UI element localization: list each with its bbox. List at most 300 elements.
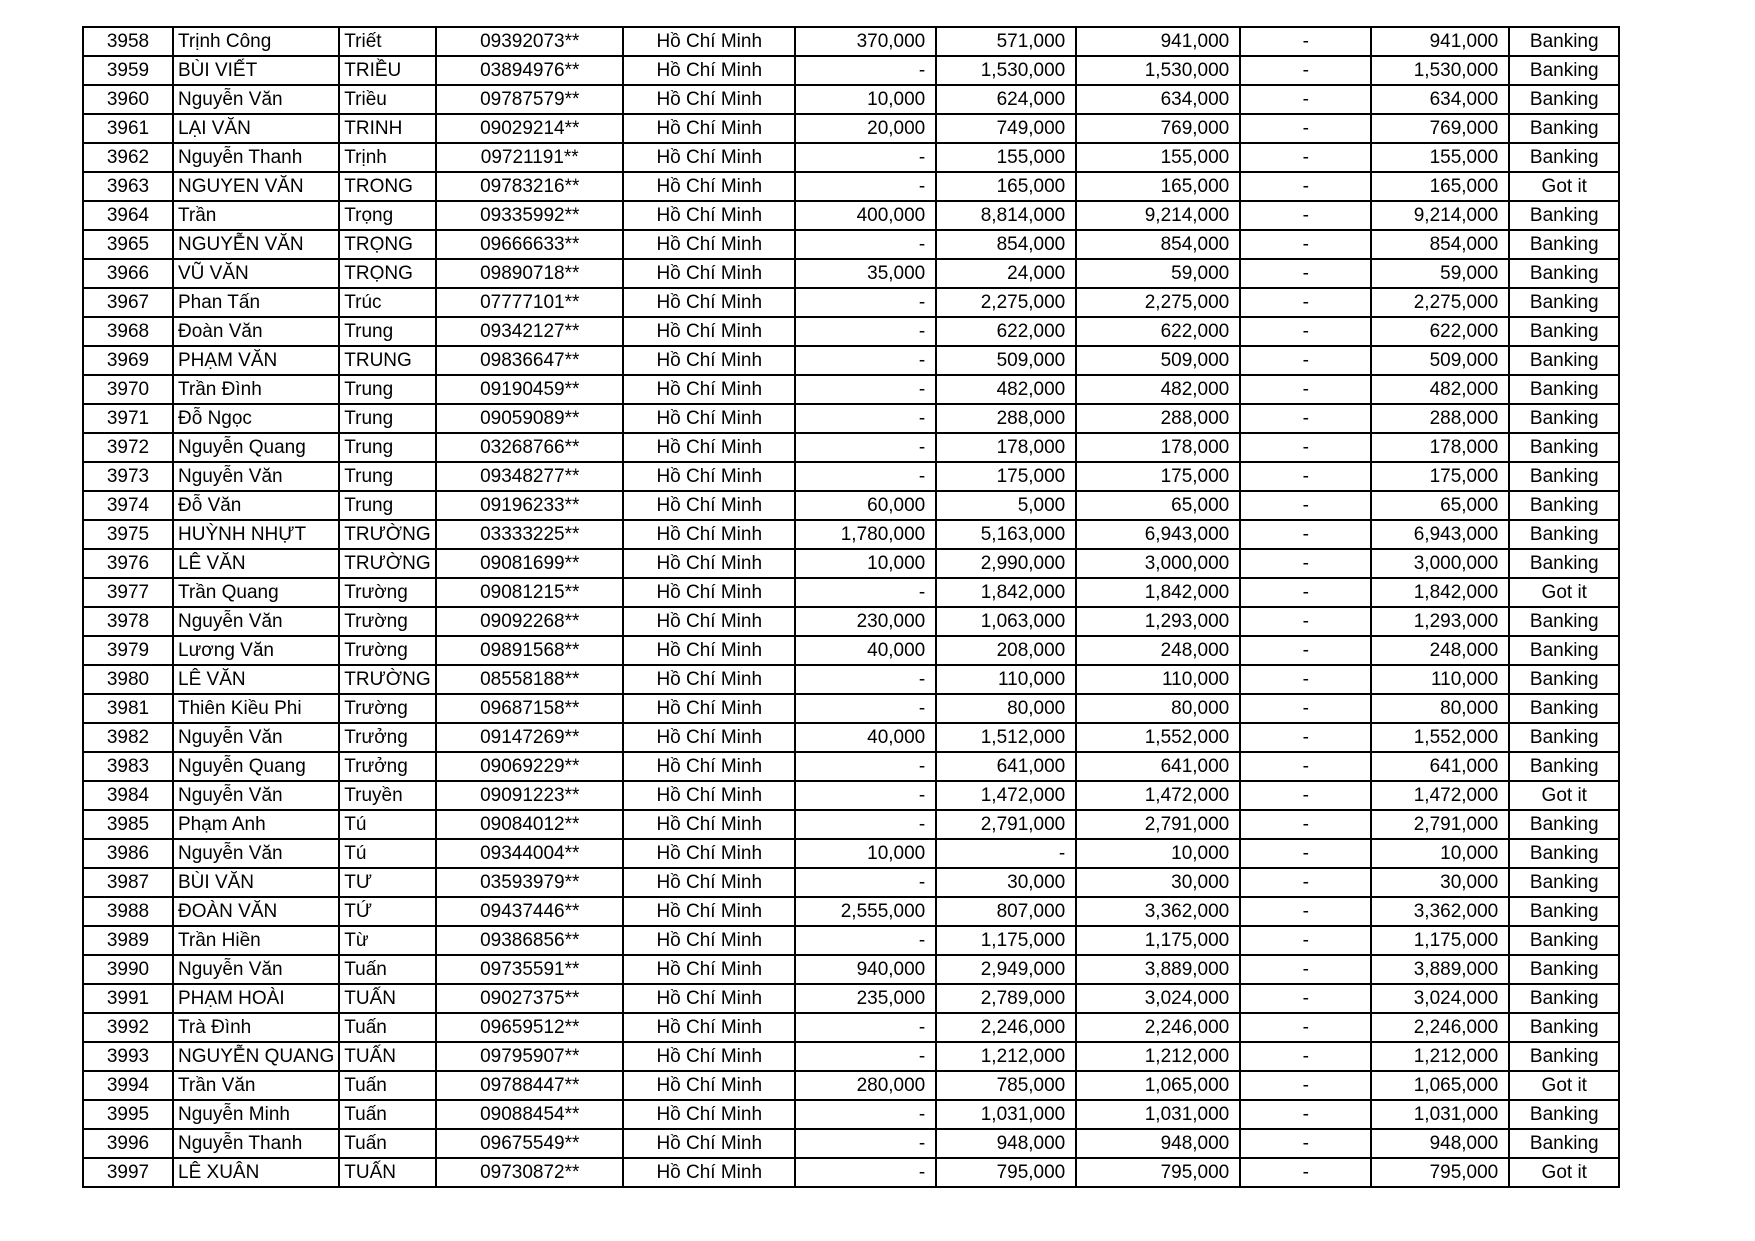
amount-1-cell: - [795, 462, 936, 491]
deduction-cell: - [1240, 984, 1371, 1013]
amount-1-cell: - [795, 781, 936, 810]
table-row [83, 955, 1619, 984]
row-number-cell: 3985 [83, 810, 173, 839]
last-middle-name-cell: Phạm Anh [173, 810, 339, 839]
payout-cell: 634,000 [1371, 85, 1509, 114]
last-middle-name-cell: Đoàn Văn [173, 317, 339, 346]
payout-cell: 6,943,000 [1371, 520, 1509, 549]
last-middle-name-cell: Thiên Kiều Phi [173, 694, 339, 723]
payout-cell: 59,000 [1371, 259, 1509, 288]
table-row [83, 1158, 1619, 1187]
total-cell: 155,000 [1076, 143, 1240, 172]
row-number-cell: 3977 [83, 578, 173, 607]
total-cell: 1,212,000 [1076, 1042, 1240, 1071]
payment-method-cell: Banking [1509, 462, 1619, 491]
payout-cell: 1,530,000 [1371, 56, 1509, 85]
city-cell: Hồ Chí Minh [623, 172, 795, 201]
phone-cell: 09196233** [436, 491, 623, 520]
total-cell: 3,362,000 [1076, 897, 1240, 926]
phone-cell: 09735591** [436, 955, 623, 984]
payment-method-cell: Banking [1509, 433, 1619, 462]
phone-cell: 09787579** [436, 85, 623, 114]
first-name-cell: TUẤN [339, 984, 436, 1013]
first-name-cell: Trung [339, 404, 436, 433]
first-name-cell: Trường [339, 636, 436, 665]
payment-method-cell: Banking [1509, 230, 1619, 259]
last-middle-name-cell: ĐOÀN VĂN [173, 897, 339, 926]
payment-method-cell: Got it [1509, 1071, 1619, 1100]
total-cell: 2,275,000 [1076, 288, 1240, 317]
table-row [83, 462, 1619, 491]
city-cell: Hồ Chí Minh [623, 143, 795, 172]
payout-cell: 795,000 [1371, 1158, 1509, 1187]
city-cell: Hồ Chí Minh [623, 781, 795, 810]
payment-method-cell: Banking [1509, 520, 1619, 549]
first-name-cell: Trọng [339, 201, 436, 230]
first-name-cell: TRƯỜNG [339, 665, 436, 694]
city-cell: Hồ Chí Minh [623, 549, 795, 578]
table-row [83, 201, 1619, 230]
payment-method-cell: Banking [1509, 752, 1619, 781]
payout-cell: 288,000 [1371, 404, 1509, 433]
amount-1-cell: - [795, 230, 936, 259]
amount-2-cell: 5,000 [936, 491, 1076, 520]
phone-cell: 03894976** [436, 56, 623, 85]
last-middle-name-cell: Trà Đình [173, 1013, 339, 1042]
deduction-cell: - [1240, 491, 1371, 520]
table-row [83, 56, 1619, 85]
payment-method-cell: Banking [1509, 665, 1619, 694]
city-cell: Hồ Chí Minh [623, 723, 795, 752]
first-name-cell: Trưởng [339, 723, 436, 752]
phone-cell: 09730872** [436, 1158, 623, 1187]
total-cell: 622,000 [1076, 317, 1240, 346]
last-middle-name-cell: Phan Tấn [173, 288, 339, 317]
city-cell: Hồ Chí Minh [623, 288, 795, 317]
payout-cell: 9,214,000 [1371, 201, 1509, 230]
first-name-cell: Triều [339, 85, 436, 114]
total-cell: 1,842,000 [1076, 578, 1240, 607]
phone-cell: 09788447** [436, 1071, 623, 1100]
phone-cell: 09081699** [436, 549, 623, 578]
amount-2-cell: 854,000 [936, 230, 1076, 259]
table-row [83, 85, 1619, 114]
payment-method-cell: Banking [1509, 114, 1619, 143]
city-cell: Hồ Chí Minh [623, 1100, 795, 1129]
total-cell: 482,000 [1076, 375, 1240, 404]
phone-cell: 08558188** [436, 665, 623, 694]
first-name-cell: Tú [339, 839, 436, 868]
city-cell: Hồ Chí Minh [623, 752, 795, 781]
deduction-cell: - [1240, 433, 1371, 462]
total-cell: 3,889,000 [1076, 955, 1240, 984]
row-number-cell: 3993 [83, 1042, 173, 1071]
last-middle-name-cell: Nguyễn Thanh [173, 143, 339, 172]
deduction-cell: - [1240, 1129, 1371, 1158]
table-row [83, 143, 1619, 172]
amount-1-cell: 1,780,000 [795, 520, 936, 549]
payout-cell: 30,000 [1371, 868, 1509, 897]
row-number-cell: 3996 [83, 1129, 173, 1158]
table-row [83, 1129, 1619, 1158]
row-number-cell: 3978 [83, 607, 173, 636]
city-cell: Hồ Chí Minh [623, 433, 795, 462]
row-number-cell: 3959 [83, 56, 173, 85]
last-middle-name-cell: PHẠM VĂN [173, 346, 339, 375]
table-row [83, 317, 1619, 346]
total-cell: 641,000 [1076, 752, 1240, 781]
amount-1-cell: - [795, 346, 936, 375]
amount-1-cell: - [795, 752, 936, 781]
city-cell: Hồ Chí Minh [623, 694, 795, 723]
total-cell: 175,000 [1076, 462, 1240, 491]
total-cell: 3,000,000 [1076, 549, 1240, 578]
deduction-cell: - [1240, 1100, 1371, 1129]
amount-1-cell: - [795, 433, 936, 462]
amount-1-cell: - [795, 143, 936, 172]
amount-2-cell: 795,000 [936, 1158, 1076, 1187]
amount-2-cell: 1,472,000 [936, 781, 1076, 810]
first-name-cell: TRỌNG [339, 230, 436, 259]
city-cell: Hồ Chí Minh [623, 868, 795, 897]
row-number-cell: 3960 [83, 85, 173, 114]
row-number-cell: 3975 [83, 520, 173, 549]
amount-2-cell: 1,063,000 [936, 607, 1076, 636]
amount-1-cell: 2,555,000 [795, 897, 936, 926]
deduction-cell: - [1240, 172, 1371, 201]
total-cell: 178,000 [1076, 433, 1240, 462]
table-body [83, 27, 1619, 1187]
payout-cell: 641,000 [1371, 752, 1509, 781]
total-cell: 248,000 [1076, 636, 1240, 665]
row-number-cell: 3973 [83, 462, 173, 491]
first-name-cell: Trung [339, 375, 436, 404]
first-name-cell: TRONG [339, 172, 436, 201]
payout-cell: 1,552,000 [1371, 723, 1509, 752]
last-middle-name-cell: Trần Hiền [173, 926, 339, 955]
table-row [83, 375, 1619, 404]
table-row [83, 897, 1619, 926]
amount-2-cell: 641,000 [936, 752, 1076, 781]
city-cell: Hồ Chí Minh [623, 520, 795, 549]
city-cell: Hồ Chí Minh [623, 1071, 795, 1100]
amount-1-cell: 40,000 [795, 723, 936, 752]
payment-method-cell: Banking [1509, 955, 1619, 984]
amount-1-cell: - [795, 1100, 936, 1129]
amount-1-cell: 230,000 [795, 607, 936, 636]
amount-2-cell: 2,789,000 [936, 984, 1076, 1013]
amount-1-cell: 10,000 [795, 85, 936, 114]
payment-method-cell: Got it [1509, 578, 1619, 607]
payment-method-cell: Banking [1509, 694, 1619, 723]
amount-1-cell: - [795, 1158, 936, 1187]
deduction-cell: - [1240, 85, 1371, 114]
table-row [83, 433, 1619, 462]
total-cell: 509,000 [1076, 346, 1240, 375]
table-row [83, 114, 1619, 143]
deduction-cell: - [1240, 723, 1371, 752]
payout-cell: 3,000,000 [1371, 549, 1509, 578]
total-cell: 9,214,000 [1076, 201, 1240, 230]
payout-cell: 178,000 [1371, 433, 1509, 462]
last-middle-name-cell: NGUYỄN VĂN [173, 230, 339, 259]
deduction-cell: - [1240, 520, 1371, 549]
table-row [83, 926, 1619, 955]
first-name-cell: TRUNG [339, 346, 436, 375]
phone-cell: 09092268** [436, 607, 623, 636]
first-name-cell: Tú [339, 810, 436, 839]
amount-2-cell: 30,000 [936, 868, 1076, 897]
city-cell: Hồ Chí Minh [623, 607, 795, 636]
row-number-cell: 3987 [83, 868, 173, 897]
amount-1-cell: - [795, 56, 936, 85]
first-name-cell: Tuấn [339, 955, 436, 984]
row-number-cell: 3967 [83, 288, 173, 317]
first-name-cell: Trúc [339, 288, 436, 317]
amount-2-cell: 1,512,000 [936, 723, 1076, 752]
amount-2-cell: 1,212,000 [936, 1042, 1076, 1071]
first-name-cell: Trưởng [339, 752, 436, 781]
deduction-cell: - [1240, 665, 1371, 694]
deduction-cell: - [1240, 201, 1371, 230]
payout-cell: 482,000 [1371, 375, 1509, 404]
last-middle-name-cell: HUỲNH NHỰT [173, 520, 339, 549]
amount-2-cell: 2,246,000 [936, 1013, 1076, 1042]
phone-cell: 09088454** [436, 1100, 623, 1129]
first-name-cell: Trường [339, 578, 436, 607]
last-middle-name-cell: LÊ XUÂN [173, 1158, 339, 1187]
first-name-cell: Trung [339, 433, 436, 462]
amount-2-cell: 482,000 [936, 375, 1076, 404]
row-number-cell: 3980 [83, 665, 173, 694]
phone-cell: 09437446** [436, 897, 623, 926]
total-cell: 795,000 [1076, 1158, 1240, 1187]
last-middle-name-cell: Đỗ Ngọc [173, 404, 339, 433]
phone-cell: 09091223** [436, 781, 623, 810]
total-cell: 65,000 [1076, 491, 1240, 520]
phone-cell: 09392073** [436, 27, 623, 56]
payment-method-cell: Banking [1509, 926, 1619, 955]
row-number-cell: 3994 [83, 1071, 173, 1100]
amount-2-cell: 1,842,000 [936, 578, 1076, 607]
city-cell: Hồ Chí Minh [623, 810, 795, 839]
total-cell: 165,000 [1076, 172, 1240, 201]
payout-cell: 165,000 [1371, 172, 1509, 201]
last-middle-name-cell: VŨ VĂN [173, 259, 339, 288]
payout-cell: 155,000 [1371, 143, 1509, 172]
total-cell: 6,943,000 [1076, 520, 1240, 549]
first-name-cell: Từ [339, 926, 436, 955]
total-cell: 80,000 [1076, 694, 1240, 723]
total-cell: 30,000 [1076, 868, 1240, 897]
last-middle-name-cell: Nguyễn Văn [173, 462, 339, 491]
deduction-cell: - [1240, 346, 1371, 375]
last-middle-name-cell: Nguyễn Quang [173, 433, 339, 462]
table-row [83, 665, 1619, 694]
amount-1-cell: 370,000 [795, 27, 936, 56]
deduction-cell: - [1240, 143, 1371, 172]
table-row [83, 1071, 1619, 1100]
phone-cell: 09084012** [436, 810, 623, 839]
table-row [83, 172, 1619, 201]
deduction-cell: - [1240, 1158, 1371, 1187]
city-cell: Hồ Chí Minh [623, 462, 795, 491]
payout-cell: 1,472,000 [1371, 781, 1509, 810]
payment-method-cell: Got it [1509, 1158, 1619, 1187]
first-name-cell: TRƯỜNG [339, 549, 436, 578]
payment-method-cell: Banking [1509, 897, 1619, 926]
amount-2-cell: 2,791,000 [936, 810, 1076, 839]
city-cell: Hồ Chí Minh [623, 636, 795, 665]
amount-2-cell: 624,000 [936, 85, 1076, 114]
table-row [83, 288, 1619, 317]
phone-cell: 09147269** [436, 723, 623, 752]
city-cell: Hồ Chí Minh [623, 85, 795, 114]
row-number-cell: 3969 [83, 346, 173, 375]
deduction-cell: - [1240, 27, 1371, 56]
payout-cell: 769,000 [1371, 114, 1509, 143]
city-cell: Hồ Chí Minh [623, 375, 795, 404]
amount-1-cell: - [795, 404, 936, 433]
first-name-cell: Triết [339, 27, 436, 56]
payment-method-cell: Banking [1509, 375, 1619, 404]
amount-2-cell: 807,000 [936, 897, 1076, 926]
total-cell: 10,000 [1076, 839, 1240, 868]
amount-2-cell: 288,000 [936, 404, 1076, 433]
table-row [83, 752, 1619, 781]
phone-cell: 09335992** [436, 201, 623, 230]
total-cell: 288,000 [1076, 404, 1240, 433]
phone-cell: 09190459** [436, 375, 623, 404]
deduction-cell: - [1240, 607, 1371, 636]
total-cell: 1,530,000 [1076, 56, 1240, 85]
payout-cell: 1,175,000 [1371, 926, 1509, 955]
deduction-cell: - [1240, 810, 1371, 839]
phone-cell: 03268766** [436, 433, 623, 462]
amount-1-cell: 235,000 [795, 984, 936, 1013]
amount-2-cell: 24,000 [936, 259, 1076, 288]
first-name-cell: TRƯỜNG [339, 520, 436, 549]
deduction-cell: - [1240, 839, 1371, 868]
payment-method-cell: Banking [1509, 549, 1619, 578]
city-cell: Hồ Chí Minh [623, 56, 795, 85]
row-number-cell: 3971 [83, 404, 173, 433]
amount-1-cell: 35,000 [795, 259, 936, 288]
payment-method-cell: Banking [1509, 1100, 1619, 1129]
city-cell: Hồ Chí Minh [623, 317, 795, 346]
first-name-cell: TRIỀU [339, 56, 436, 85]
amount-1-cell: - [795, 665, 936, 694]
row-number-cell: 3983 [83, 752, 173, 781]
row-number-cell: 3976 [83, 549, 173, 578]
amount-2-cell: 948,000 [936, 1129, 1076, 1158]
phone-cell: 09721191** [436, 143, 623, 172]
table-row [83, 1013, 1619, 1042]
payment-method-cell: Banking [1509, 56, 1619, 85]
payment-method-cell: Banking [1509, 723, 1619, 752]
amount-2-cell: 208,000 [936, 636, 1076, 665]
total-cell: 948,000 [1076, 1129, 1240, 1158]
city-cell: Hồ Chí Minh [623, 114, 795, 143]
table-row [83, 868, 1619, 897]
deduction-cell: - [1240, 955, 1371, 984]
row-number-cell: 3979 [83, 636, 173, 665]
row-number-cell: 3991 [83, 984, 173, 1013]
deduction-cell: - [1240, 1013, 1371, 1042]
table-row [83, 694, 1619, 723]
payout-cell: 10,000 [1371, 839, 1509, 868]
amount-1-cell: - [795, 868, 936, 897]
deduction-cell: - [1240, 752, 1371, 781]
row-number-cell: 3995 [83, 1100, 173, 1129]
amount-1-cell: 40,000 [795, 636, 936, 665]
city-cell: Hồ Chí Minh [623, 955, 795, 984]
table-row [83, 549, 1619, 578]
payout-cell: 175,000 [1371, 462, 1509, 491]
first-name-cell: Tuấn [339, 1100, 436, 1129]
last-middle-name-cell: LẠI VĂN [173, 114, 339, 143]
payout-cell: 854,000 [1371, 230, 1509, 259]
amount-2-cell: 5,163,000 [936, 520, 1076, 549]
payment-method-cell: Banking [1509, 288, 1619, 317]
last-middle-name-cell: Trần Đình [173, 375, 339, 404]
last-middle-name-cell: NGUYEN VĂN [173, 172, 339, 201]
first-name-cell: TRỌNG [339, 259, 436, 288]
deduction-cell: - [1240, 549, 1371, 578]
first-name-cell: TUẤN [339, 1158, 436, 1187]
city-cell: Hồ Chí Minh [623, 839, 795, 868]
last-middle-name-cell: Nguyễn Văn [173, 955, 339, 984]
payment-method-cell: Banking [1509, 404, 1619, 433]
deduction-cell: - [1240, 230, 1371, 259]
last-middle-name-cell: BÙI VIẾT [173, 56, 339, 85]
row-number-cell: 3961 [83, 114, 173, 143]
first-name-cell: Trường [339, 607, 436, 636]
payout-cell: 3,889,000 [1371, 955, 1509, 984]
phone-cell: 09069229** [436, 752, 623, 781]
payout-cell: 1,031,000 [1371, 1100, 1509, 1129]
first-name-cell: TƯ [339, 868, 436, 897]
table-row [83, 491, 1619, 520]
table-row [83, 404, 1619, 433]
table-row [83, 984, 1619, 1013]
phone-cell: 09344004** [436, 839, 623, 868]
payout-cell: 65,000 [1371, 491, 1509, 520]
payment-method-cell: Banking [1509, 317, 1619, 346]
amount-2-cell: 749,000 [936, 114, 1076, 143]
row-number-cell: 3984 [83, 781, 173, 810]
last-middle-name-cell: NGUYỄN QUANG [173, 1042, 339, 1071]
payment-method-cell: Banking [1509, 1013, 1619, 1042]
payout-cell: 948,000 [1371, 1129, 1509, 1158]
total-cell: 59,000 [1076, 259, 1240, 288]
amount-1-cell: - [795, 375, 936, 404]
phone-cell: 09659512** [436, 1013, 623, 1042]
phone-cell: 09836647** [436, 346, 623, 375]
payout-cell: 1,212,000 [1371, 1042, 1509, 1071]
table-row [83, 839, 1619, 868]
amount-1-cell: 10,000 [795, 549, 936, 578]
amount-1-cell: 940,000 [795, 955, 936, 984]
payout-cell: 1,065,000 [1371, 1071, 1509, 1100]
payment-method-cell: Banking [1509, 607, 1619, 636]
city-cell: Hồ Chí Minh [623, 404, 795, 433]
deduction-cell: - [1240, 259, 1371, 288]
last-middle-name-cell: BÙI VĂN [173, 868, 339, 897]
phone-cell: 07777101** [436, 288, 623, 317]
table-row [83, 520, 1619, 549]
row-number-cell: 3982 [83, 723, 173, 752]
